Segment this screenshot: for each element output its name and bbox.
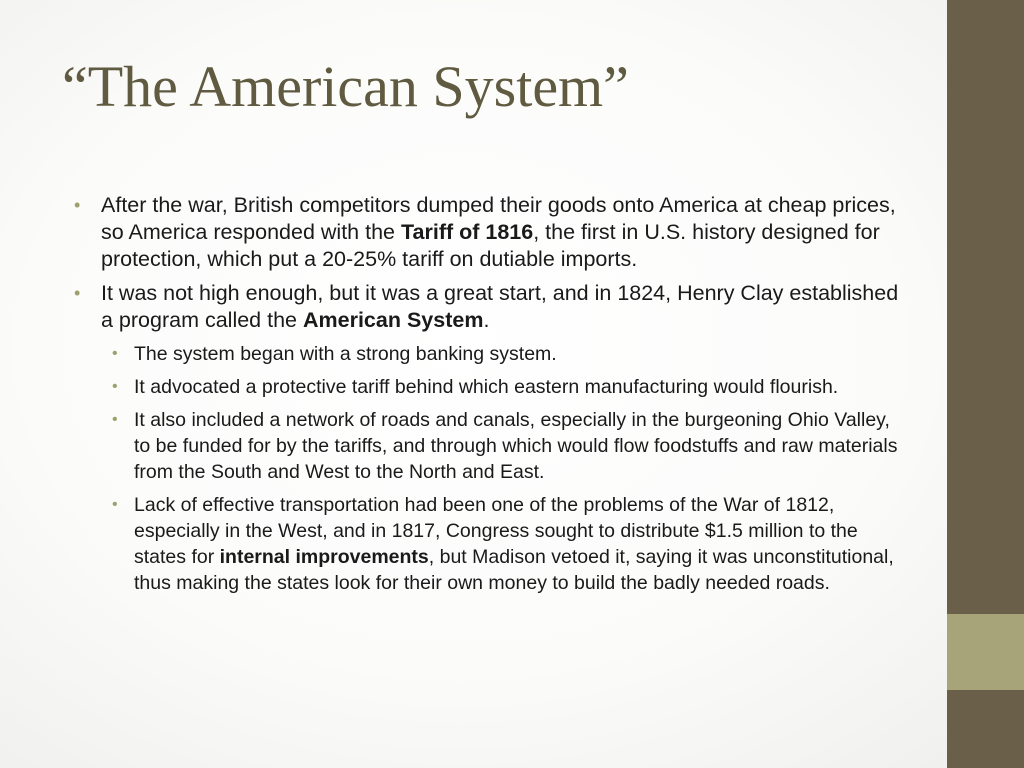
decorative-side-accent xyxy=(947,614,1024,690)
bullet-text-segment: It was not high enough, but it was a great start, and in 1824, Henry Clay established a program called the xyxy=(101,281,899,332)
bullet-dot-icon: • xyxy=(112,496,118,513)
bullet-text: The system began with a strong banking system. xyxy=(134,343,557,365)
bullet-text: It also included a network of roads and canals, especially in the burgeoning Ohio Valley, to be funded for by the tariffs, and through which would flow foodstuffs and raw materials from the South and West to the North and East. xyxy=(134,409,898,483)
bullet-text-segment: . xyxy=(483,308,490,332)
bullet-american-system xyxy=(74,280,906,334)
sub-bullet-roads-canals xyxy=(74,407,906,485)
bullet-dot-icon: • xyxy=(74,195,81,215)
bullet-dot-icon: • xyxy=(112,345,118,362)
slide-content xyxy=(74,192,906,603)
sub-bullet-banking xyxy=(74,341,906,367)
bullet-dot-icon: • xyxy=(112,411,118,428)
sub-bullet-protective-tariff xyxy=(74,374,906,400)
sub-bullet-internal-improvements xyxy=(74,492,906,596)
bullet-text-segment: Lack of effective transportation had been one of the problems of the War of 1812, especially in the West, and in 1817, Congress sought to distribute $1.5 million to the states for xyxy=(134,494,858,568)
bullet-text-segment: , the first in U.S. history designed for protection, which put a 20-25% tariff on dutiable imports. xyxy=(101,220,880,271)
bullet-text: It advocated a protective tariff behind which eastern manufacturing would flourish. xyxy=(134,376,839,398)
bullet-tariff-1816 xyxy=(74,192,906,273)
bullet-text-segment: , but Madison vetoed it, saying it was unconstitutional, thus making the states look for their own money to build the badly needed roads. xyxy=(134,546,894,594)
bullet-text-bold: American System xyxy=(302,308,484,332)
bullet-text-bold: Tariff of 1816 xyxy=(400,220,534,244)
bullet-text xyxy=(101,193,896,271)
bullet-text-segment: After the war, British competitors dumped their goods onto America at cheap prices, so America responded with the xyxy=(101,193,896,244)
bullet-dot-icon: • xyxy=(112,378,118,395)
slide-title: “The American System” xyxy=(62,54,629,119)
bullet-text xyxy=(134,494,894,594)
bullet-dot-icon: • xyxy=(74,283,81,303)
bullet-text-bold: internal improvements xyxy=(219,546,429,568)
bullet-text xyxy=(101,281,898,332)
